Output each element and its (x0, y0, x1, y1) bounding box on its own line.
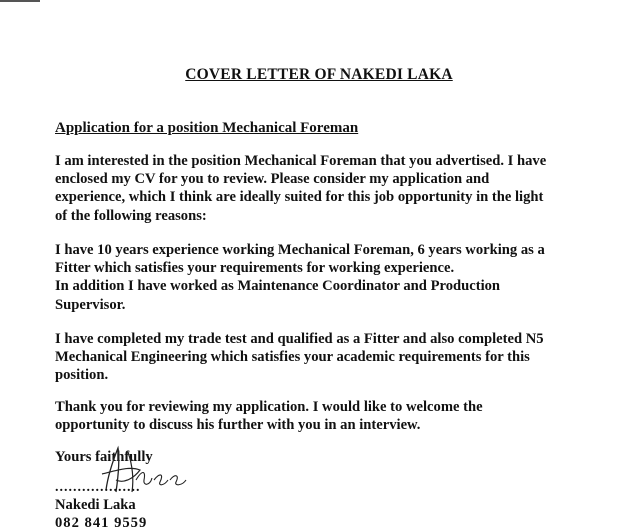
paragraph-line: of the following reasons: (55, 207, 207, 224)
paragraph-line: I have completed my trade test and qualified as a Fitter and also completed N5 (55, 331, 544, 347)
paragraph-line: Mechanical Engineering which satisfies your academic requirements for this (55, 349, 530, 366)
paragraph-line: I have 10 years experience working Mechanical Foreman, 6 years working as a (55, 242, 545, 258)
closing-salutation: Yours faithfully (55, 449, 153, 465)
scan-mark (0, 0, 40, 2)
paragraph-line: I am interested in the position Mechanical Foreman that you advertised. I have (55, 153, 547, 169)
paragraph-line: position. (55, 367, 109, 384)
paragraph-line: In addition I have worked as Maintenance Coordinator and Production (55, 278, 501, 295)
paragraph-intro (55, 152, 615, 225)
paragraph-line: opportunity to discuss his further with you in an interview. (55, 417, 421, 434)
letter-subject: Application for a position Mechanical Foreman (55, 120, 359, 136)
paragraph-line: Supervisor. (55, 296, 126, 313)
paragraph-thanks (55, 398, 615, 434)
letter-title: COVER LETTER OF NAKEDI LAKA (185, 66, 453, 83)
paragraph-line: experience, which I think are ideally suited for this job opportunity in the light (55, 189, 544, 206)
paragraph-line: enclosed my CV for you to review. Please consider my application and (55, 171, 490, 188)
paragraph-experience (55, 241, 615, 314)
signature-line: ................... (55, 480, 141, 495)
paragraph-line: Thank you for reviewing my application. I would like to welcome the (55, 399, 483, 415)
paragraph-qualifications (55, 330, 615, 385)
paragraph-line: Fitter which satisfies your requirements for working experience. (55, 260, 455, 277)
signatory-name: Nakedi Laka (55, 497, 136, 513)
phone-number: 082 841 9559 (55, 515, 148, 527)
